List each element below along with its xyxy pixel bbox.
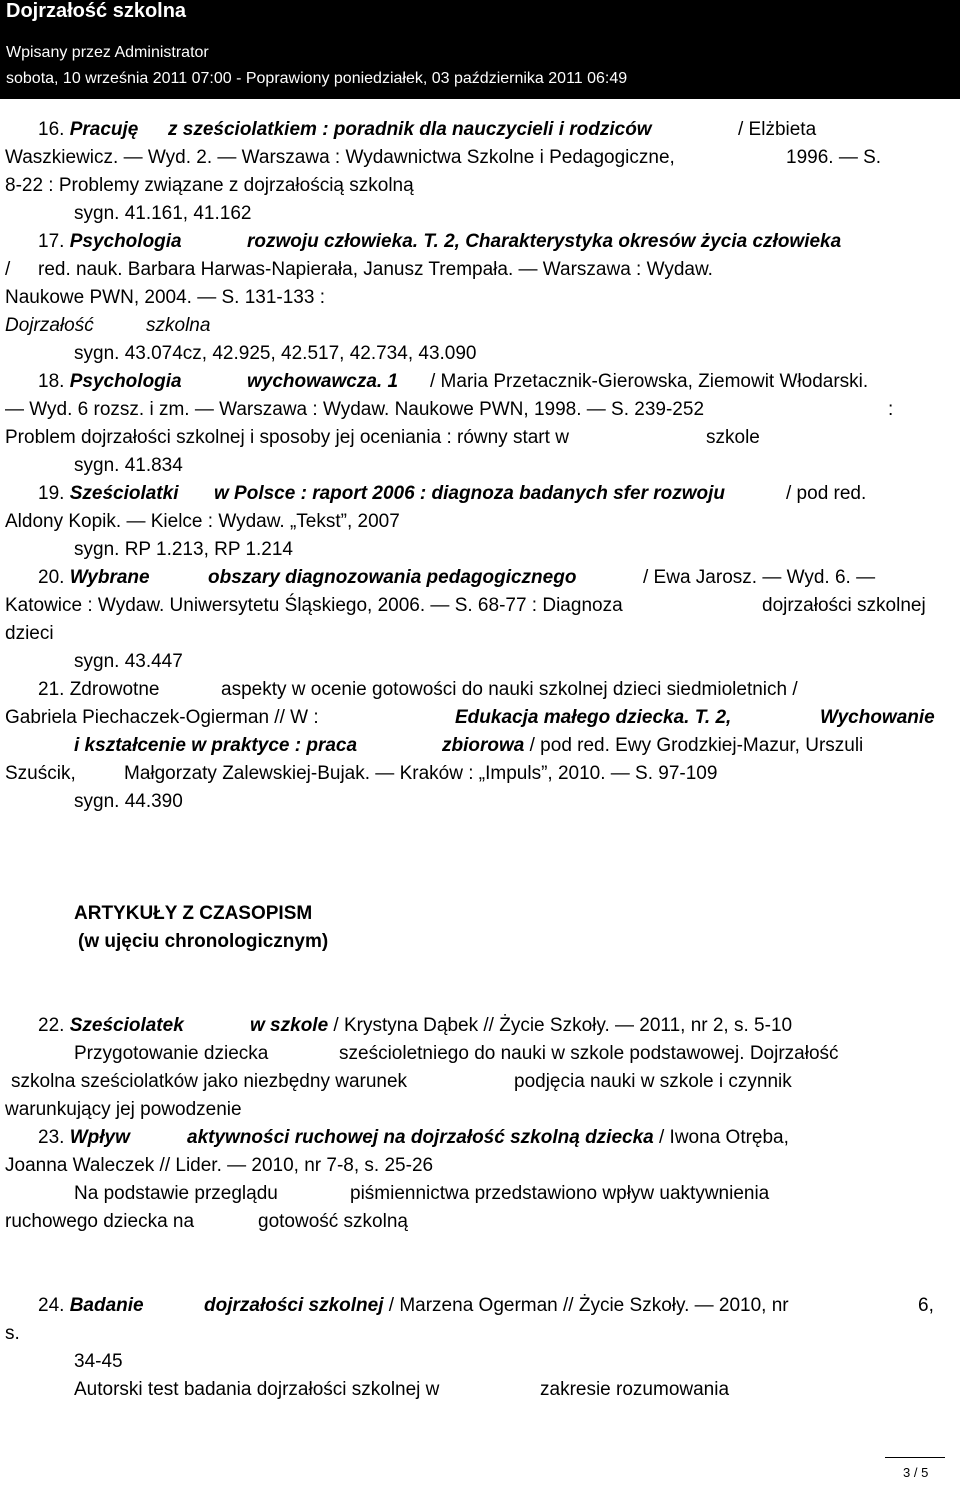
entry-17-line2b: red. nauk. Barbara Harwas-Napierała, Janusz Trempała. — Warszawa : Wydaw. <box>38 259 713 280</box>
entry-22-line3a: szkolna sześciolatków jako niezbędny warunek <box>11 1071 408 1092</box>
entry-23-title: aktywności ruchowej na dojrzałość szkolną dziecka / Iwona Otręba, <box>187 1127 789 1148</box>
entry-21-title: aspekty w ocenie gotowości do nauki szkolnej dzieci siedmioletnich / <box>221 679 798 700</box>
entry-18-line2: — Wyd. 6 rozsz. i zm. — Warszawa : Wydaw. Naukowe PWN, 1998. — S. 239-252 <box>5 399 705 420</box>
page-number: 3 / 5 <box>903 1465 929 1480</box>
entry-21-line3a: i kształcenie w praktyce : praca <box>74 735 358 756</box>
entry-19-line1: 19. Sześciolatki <box>38 483 179 504</box>
entry-23-line1: 23. Wpływ <box>38 1127 130 1148</box>
entry-19-title: w Polsce : raport 2006 : diagnoza badanych sfer rozwoju <box>214 483 726 504</box>
entry-16-line2b: 1996. — S. <box>786 147 882 168</box>
entry-22-line4: warunkujący jej powodzenie <box>5 1099 242 1120</box>
entry-21-line4a: Szuścik, <box>5 763 76 784</box>
entry-17-line1: 17. Psychologia <box>38 231 182 252</box>
entry-20-title: obszary diagnozowania pedagogicznego <box>208 567 577 588</box>
footer-divider <box>885 1457 945 1458</box>
entry-24-line1: 24. Badanie <box>38 1295 144 1316</box>
entry-23-line4a: ruchowego dziecka na <box>5 1211 195 1232</box>
entry-23-line3a: Na podstawie przeglądu <box>74 1183 278 1204</box>
section-heading: ARTYKUŁY Z CZASOPISM <box>74 903 313 924</box>
entry-20-line1: 20. Wybrane <box>38 567 150 588</box>
entry-23-line4b: gotowość szkolną <box>258 1211 408 1232</box>
article-author: Wpisany przez Administrator <box>6 44 209 61</box>
entry-24-title: dojrzałości szkolnej / Marzena Ogerman // Życie Szkoły. — 2010, nr <box>204 1295 789 1316</box>
entry-18-line1: 18. Psychologia <box>38 371 182 392</box>
entry-20-sygn: sygn. 43.447 <box>74 651 183 672</box>
entry-16-line3: 8-22 : Problemy związane z dojrzałością szkolną <box>5 175 414 196</box>
section-subheading: (w ujęciu chronologicznym) <box>78 931 329 952</box>
entry-23-line3b: piśmiennictwa przedstawiono wpływ uaktywnienia <box>350 1183 770 1204</box>
entry-17-line4b: szkolna <box>146 315 211 336</box>
entry-24-line4a: Autorski test badania dojrzałości szkolnej w <box>74 1379 440 1400</box>
entry-18-title: wychowawcza. 1 <box>247 371 399 392</box>
entry-19-line2: Aldony Kopik. — Kielce : Wydaw. „Tekst”, 2007 <box>5 511 400 532</box>
entry-17-sygn: sygn. 43.074cz, 42.925, 42.517, 42.734, 43.090 <box>74 343 477 364</box>
article-title: Dojrzałość szkolna <box>6 0 187 22</box>
entry-21-line2a: Gabriela Piechaczek-Ogierman // W : <box>5 707 319 728</box>
entry-18-line3b: szkole <box>706 427 760 448</box>
entry-24-line3: 34-45 <box>74 1351 123 1372</box>
entry-22-line2a: Przygotowanie dziecka <box>74 1043 269 1064</box>
article-dates: sobota, 10 września 2011 07:00 - Poprawiony poniedziałek, 03 października 2011 06:49 <box>6 70 628 87</box>
entry-18-line2b: : <box>888 399 894 420</box>
entry-21-line2b: Edukacja małego dziecka. T. 2, <box>455 707 732 728</box>
page-header <box>0 0 960 99</box>
entry-16-line2: Waszkiewicz. — Wyd. 2. — Warszawa : Wydawnictwa Szkolne i Pedagogiczne, <box>5 147 675 168</box>
entry-22-line1: 22. Sześciolatek <box>38 1015 184 1036</box>
entry-17-line3: Naukowe PWN, 2004. — S. 131-133 : <box>5 287 325 308</box>
entry-20-author: / Ewa Jarosz. — Wyd. 6. — <box>643 567 876 588</box>
entry-16-title: z sześciolatkiem : poradnik dla nauczycieli i rodziców <box>168 119 652 140</box>
entry-17-line2a: / <box>5 259 11 280</box>
entry-24-r2: 6, <box>918 1295 934 1316</box>
entry-21-line4b: Małgorzaty Zalewskiej-Bujak. — Kraków : „Impuls”, 2010. — S. 97-109 <box>124 763 718 784</box>
entry-21-line2c: Wychowanie <box>820 707 935 728</box>
entry-20-line2b: dojrzałości szkolnej <box>762 595 926 616</box>
entry-16-line1: 16. Pracuję <box>38 119 139 140</box>
entry-21-line3: zbiorowa / pod red. Ewy Grodzkiej-Mazur, Urszuli <box>442 735 864 756</box>
entry-18-line3a: Problem dojrzałości szkolnej i sposoby jej oceniania : równy start w <box>5 427 569 448</box>
entry-20-line2a: Katowice : Wydaw. Uniwersytetu Śląskiego, 2006. — S. 68-77 : Diagnoza <box>5 595 623 616</box>
entry-22-line3b: podjęcia nauki w szkole i czynnik <box>514 1071 792 1092</box>
entry-19-sygn: sygn. RP 1.213, RP 1.214 <box>74 539 294 560</box>
entry-21-line1: 21. Zdrowotne <box>38 679 160 700</box>
entry-16-author: / Elżbieta <box>738 119 817 140</box>
entry-19-author: / pod red. <box>786 483 867 504</box>
entry-22-line2b: sześcioletniego do nauki w szkole podstawowej. Dojrzałość <box>339 1043 839 1064</box>
entry-17-title: rozwoju człowieka. T. 2, Charakterystyka okresów życia człowieka <box>247 231 842 252</box>
entry-24-line4b: zakresie rozumowania <box>540 1379 730 1400</box>
entry-17-line4a: Dojrzałość <box>5 315 94 336</box>
entry-18-author: / Maria Przetacznik-Gierowska, Ziemowit Włodarski. <box>430 371 869 392</box>
entry-22-title: w szkole / Krystyna Dąbek // Życie Szkoły. — 2011, nr 2, s. 5-10 <box>250 1015 793 1036</box>
entry-18-sygn: sygn. 41.834 <box>74 455 183 476</box>
entry-24-line2: s. <box>5 1323 20 1344</box>
entry-23-line2: Joanna Waleczek // Lider. — 2010, nr 7-8, s. 25-26 <box>5 1155 434 1176</box>
entry-21-sygn: sygn. 44.390 <box>74 791 183 812</box>
entry-16-sygn: sygn. 41.161, 41.162 <box>74 203 252 224</box>
entry-20-line3: dzieci <box>5 623 54 644</box>
